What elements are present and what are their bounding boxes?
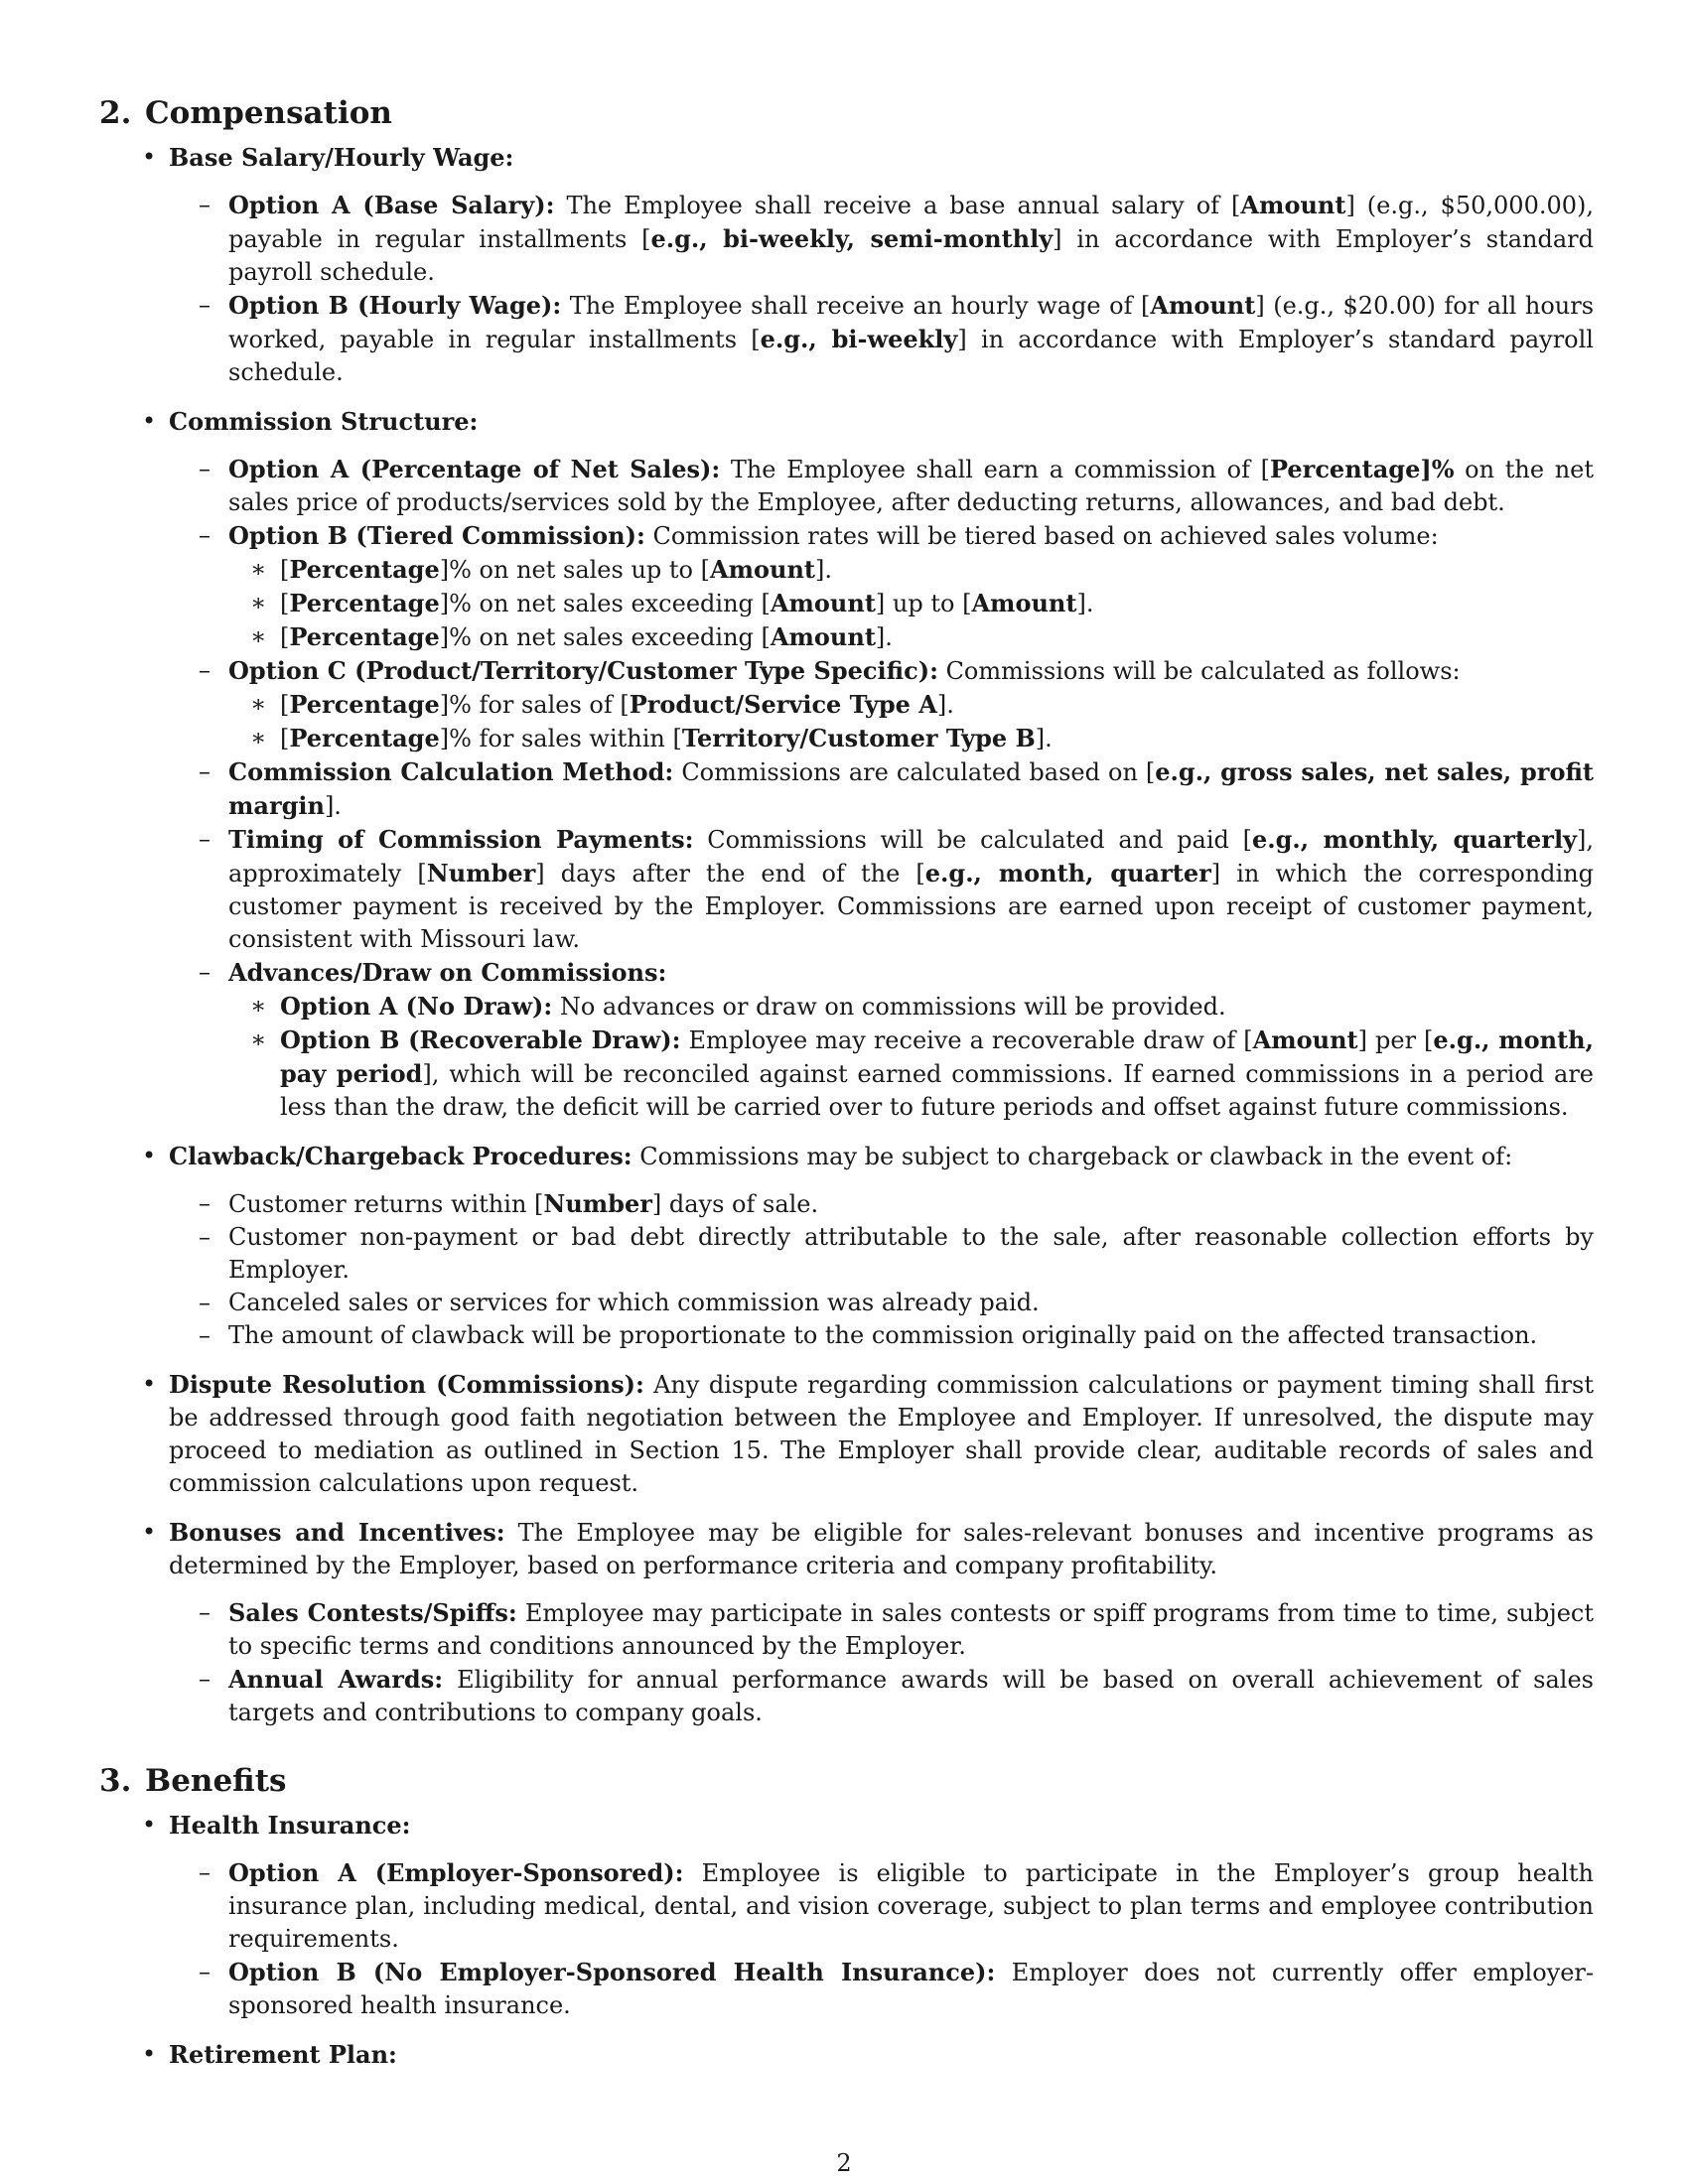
specific-item: ∗ [Percentage]% for sales of [Product/Service Type A]. [280, 688, 1594, 722]
bonuses-item: • Bonuses and Incentives: The Employee may be eligible for sales-relevant bonuses and incentive programs as determined by the Employer, based on performance criteria and company profitability. – Sales Contests/Spiffs: Employee may participate in sales contests or spiff programs from time to time, subject to specific terms and conditions announced by the Employer. – Annual Awards: Eligibility for annual performance awards will be based on overall achievement of sales targets and contributions to company goals. [169, 1516, 1594, 1729]
specific-item: ∗ [Percentage]% for sales within [Territory/Customer Type B]. [280, 722, 1594, 755]
bonus-list [169, 1596, 1594, 1729]
commission-options [169, 453, 1594, 1124]
health-insurance-item: • Health Insurance: – Option A (Employer-Sponsored): Employee is eligible to participate in the Employer’s group health insurance plan, including medical, dental, and vision coverage, subject to plan terms and employee contribution requirements. – Option B (No Employer-Sponsored Health Insurance): Employer does not currently offer employer-sponsored health insurance. [169, 1809, 1594, 2022]
payment-timing: – Timing of Commission Payments: Commissions will be calculated and paid [e.g., monthly, quarterly], approximately [Number] days after the end of the [e.g., month, quarter] in which the corresponding customer payment is received by the Employer. Commissions are earned upon receipt of customer payment, consistent with Missouri law. [228, 823, 1594, 956]
tier-item: ∗ [Percentage]% on net sales exceeding [Amount] up to [Amount]. [280, 587, 1594, 620]
clawback-condition: – Customer returns within [Number] days of sale. [228, 1187, 1594, 1221]
advances-draw: – Advances/Draw on Commissions: ∗ Option A (No Draw): No advances or draw on commissions will be provided. ∗ Option B (Recoverable Draw): Employee may receive a recoverable draw of [Amount] per [e.g., month, pay period], which will be reconciled against earned commissions. If earned commissions in a period are less than the draw, the deficit will be carried over to future periods and offset against future commissions. [228, 956, 1594, 1124]
section-title: Benefits [145, 1763, 287, 1799]
draw-option-a: ∗ Option A (No Draw): No advances or draw on commissions will be provided. [280, 990, 1594, 1024]
compensation-list [99, 141, 1594, 1729]
section-title: Compensation [145, 95, 392, 131]
option-label: Option A (Base Salary): [228, 191, 555, 219]
base-option-a: – Option A (Base Salary): The Employee shall receive a base annual salary of [Amount] (e.g., $50,000.00), payable in regular installments [e.g., bi-weekly, semi-monthly] in accordance with Employer’s standard payroll schedule. [228, 189, 1594, 289]
item-label: Base Salary/Hourly Wage: [169, 143, 514, 172]
document-page [99, 95, 1594, 2088]
benefits-list [99, 1809, 1594, 2072]
draw-option-b: ∗ Option B (Recoverable Draw): Employee may receive a recoverable draw of [Amount] per [e.g., month, pay period], which will be reconciled against earned commissions. If earned commissions in a period are less than the draw, the deficit will be carried over to future periods and offset against future commissions. [280, 1024, 1594, 1124]
option-label: Option B (Hourly Wage): [228, 291, 562, 320]
base-salary-item [169, 141, 1594, 389]
tier-list [228, 553, 1594, 654]
base-option-b: – Option B (Hourly Wage): The Employee shall receive an hourly wage of [Amount] (e.g., $20.00) for all hours worked, payable in regular installments [e.g., bi-weekly] in accordance with Employer’s standard payroll schedule. [228, 289, 1594, 389]
section-heading-compensation [99, 95, 1594, 131]
commission-structure-item [169, 405, 1594, 1124]
clawback-condition: – Canceled sales or services for which commission was already paid. [228, 1287, 1594, 1319]
section-heading-benefits [99, 1763, 1594, 1799]
annual-awards: – Annual Awards: Eligibility for annual performance awards will be based on overall achievement of sales targets and contributions to company goals. [228, 1663, 1594, 1729]
retirement-plan-item: • Retirement Plan: [169, 2038, 1594, 2072]
clawback-list [169, 1187, 1594, 1352]
item-label: Commission Structure: [169, 407, 479, 436]
sales-contests: – Sales Contests/Spiffs: Employee may participate in sales contests or spiff programs from time to time, subject to specific terms and conditions announced by the Employer. [228, 1596, 1594, 1663]
clawback-item: • Clawback/Chargeback Procedures: Commissions may be subject to chargeback or clawback in the event of: – Customer returns within [Number] days of sale. – Customer non-payment or bad debt directly attributable to the sale, after reasonable collection efforts by Employer. – Canceled sales or services for which commission was already paid. – The amount of clawback will be proportionate to the commission originally paid on the affected transaction. [169, 1140, 1594, 1352]
commission-option-b: – Option B (Tiered Commission): Commission rates will be tiered based on achieved sales volume: ∗ [Percentage]% on net sales up to [Amount]. ∗ [Percentage]% on net sales exceeding [Amount] up to [Amount]. ∗ [Percentage]% on net sales exceeding [Amount]. [228, 519, 1594, 654]
health-option-b: – Option B (No Employer-Sponsored Health Insurance): Employer does not currently offer employer-sponsored health insurance. [228, 1956, 1594, 2022]
tier-item: ∗ [Percentage]% on net sales exceeding [Amount]. [280, 620, 1594, 654]
specific-list [228, 688, 1594, 755]
base-salary-options [169, 189, 1594, 389]
section-number: 3. [99, 1763, 132, 1799]
dispute-resolution-item: • Dispute Resolution (Commissions): Any dispute regarding commission calculations or payment timing shall first be addressed through good faith negotiation between the Employee and Employer. If unresolved, the dispute may proceed to mediation as outlined in Section 15. The Employer shall provide clear, auditable records of sales and commission calculations upon request. [169, 1368, 1594, 1500]
page-number: 2 [836, 2149, 852, 2177]
clawback-condition: – The amount of clawback will be proportionate to the commission originally paid on the affected transaction. [228, 1319, 1594, 1352]
commission-option-a: – Option A (Percentage of Net Sales): The Employee shall earn a commission of [Percentage]% on the net sales price of products/services sold by the Employee, after deducting returns, allowances, and bad debt. [228, 453, 1594, 519]
commission-option-c: – Option C (Product/Territory/Customer Type Specific): Commissions will be calculated as follows: ∗ [Percentage]% for sales of [Product/Service Type A]. ∗ [Percentage]% for sales within [Territory/Customer Type B]. [228, 654, 1594, 755]
draw-options [228, 990, 1594, 1124]
tier-item: ∗ [Percentage]% on net sales up to [Amount]. [280, 553, 1594, 587]
health-options [169, 1856, 1594, 2022]
calculation-method: – Commission Calculation Method: Commissions are calculated based on [e.g., gross sales, net sales, profit margin]. [228, 755, 1594, 823]
clawback-condition: – Customer non-payment or bad debt directly attributable to the sale, after reasonable collection efforts by Employer. [228, 1221, 1594, 1287]
section-number: 2. [99, 95, 132, 131]
health-option-a: – Option A (Employer-Sponsored): Employee is eligible to participate in the Employer’s group health insurance plan, including medical, dental, and vision coverage, subject to plan terms and employee contribution requirements. [228, 1856, 1594, 1956]
